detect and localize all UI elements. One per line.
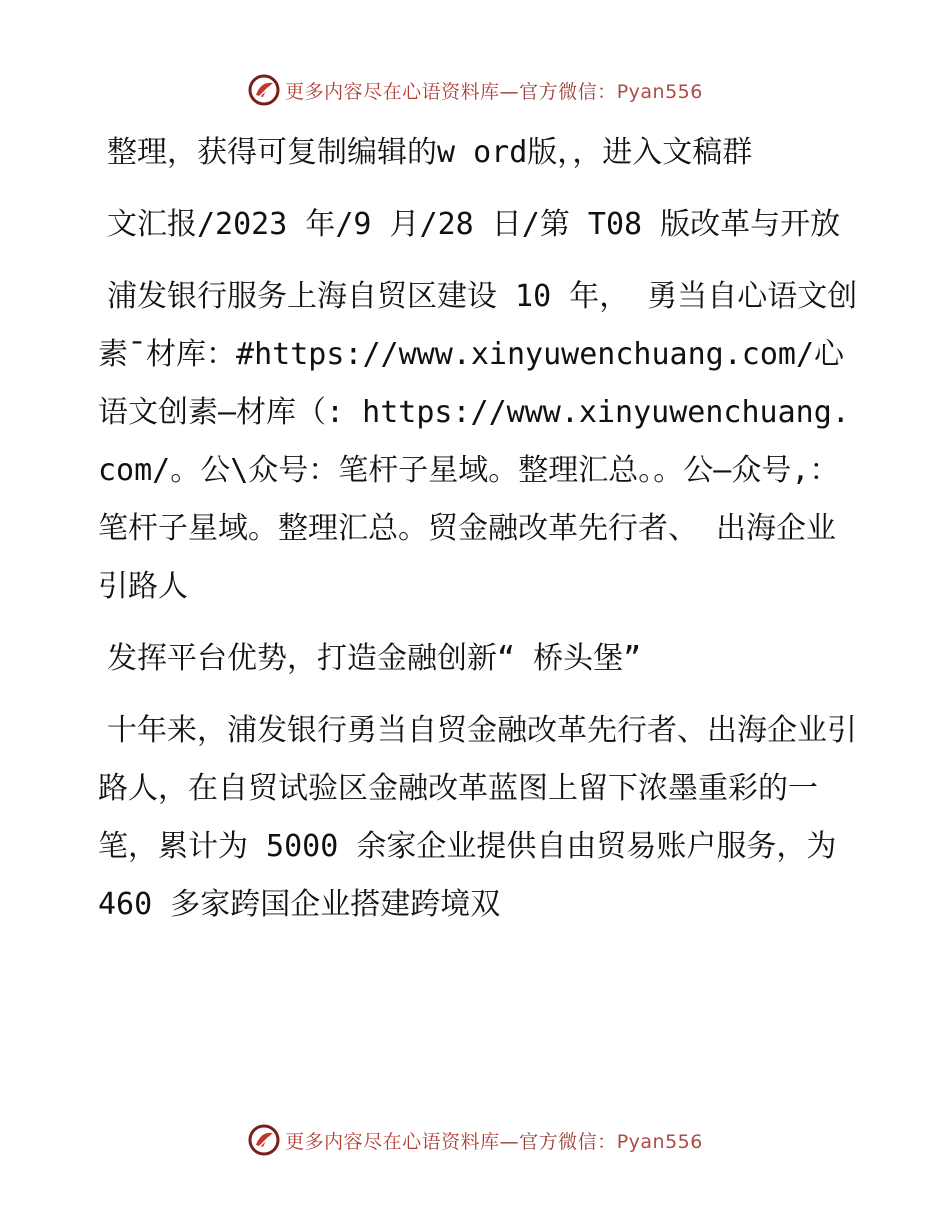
header-banner [0,70,950,110]
paragraph-intro: 整理，获得可复制编辑的w ord版，，进入文稿群 [107,135,753,170]
banner-text [285,77,703,104]
brand-logo-icon [247,1123,281,1157]
paragraph-subheading: 发挥平台优势，打造金融创新“ 桥头堡” [107,641,642,676]
banner-main-text: 更多内容尽在心语资料库 [285,80,500,103]
banner-main-text: 更多内容尽在心语资料库 [285,1130,500,1153]
paragraph-headline: 浦发银行服务上海自贸区建设 10 年， 勇当自心语文创素¯材库：#https://www.xinyuwenchuang.com/心语文创素—材库（: https://www.xinyuwenchuang.com/。公\众号：笔杆子星域。整理汇总。。公—众号,：笔杆子星域。整理汇总。贸金融改革先行者、 出海企业引路人 [98,279,858,604]
paragraph-body: 十年来，浦发银行勇当自贸金融改革先行者、出海企业引路人，在自贸试验区金融改革蓝图上留下浓墨重彩的一笔，累计为 5000 余家企业提供自由贸易账户服务，为 460 多家跨国企业搭建跨境双 [98,713,857,922]
footer-banner [0,1120,950,1160]
banner-text [285,1127,703,1154]
banner-separator: — [499,1130,520,1153]
banner-wechat-label: 官方微信： [519,1130,617,1153]
banner-wechat-id: Pyan556 [616,1130,703,1153]
paragraph-source: 文汇报/2023 年/9 月/28 日/第 T08 版改革与开放 [107,207,841,242]
document-body [98,124,858,948]
brand-logo-icon [247,73,281,107]
banner-wechat-label: 官方微信： [519,80,617,103]
banner-wechat-id: Pyan556 [616,80,703,103]
banner-separator: — [499,80,520,103]
